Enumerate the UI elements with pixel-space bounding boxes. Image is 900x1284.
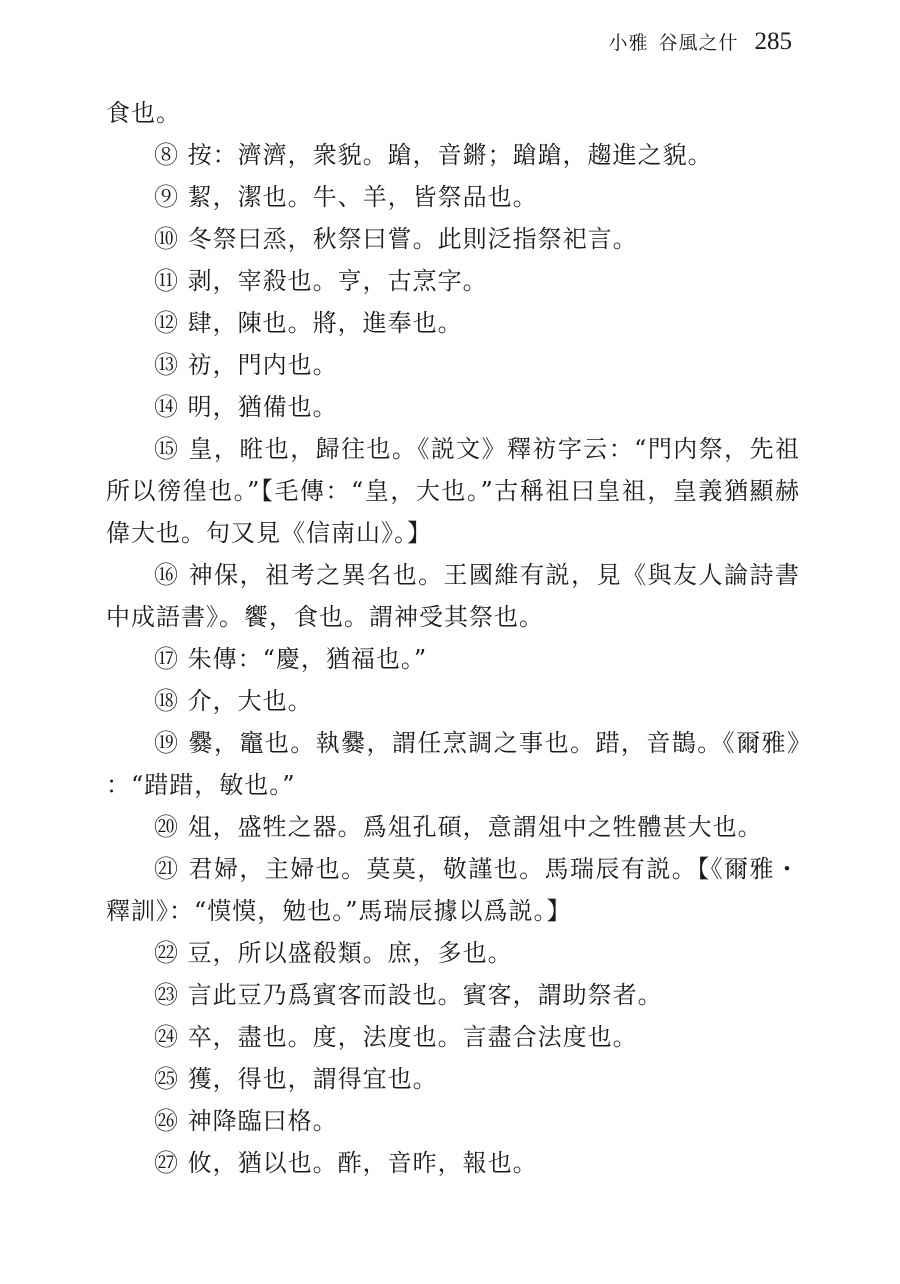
note-24: ㉔ 卒，盡也。度，法度也。言盡合法度也。 xyxy=(154,1023,638,1051)
note-10: ⑩ 冬祭曰烝，秋祭曰嘗。此則泛指祭祀言。 xyxy=(154,225,638,253)
note-20: ⑳ 俎，盛牲之器。爲俎孔碩，意謂俎中之牲體甚大也。 xyxy=(154,813,763,841)
note-26: ㉖ 神降臨曰格。 xyxy=(154,1107,338,1135)
note-14: ⑭ 明，猶備也。 xyxy=(154,393,338,421)
page-number: 285 xyxy=(754,28,792,55)
note-8: ⑧ 按：濟濟，衆貌。蹌，音鏘；蹌蹌，趨進之貌。 xyxy=(154,141,713,169)
note-25: ㉕ 獲，得也，謂得宜也。 xyxy=(154,1065,438,1093)
header-section: 小雅 xyxy=(608,32,649,54)
running-header xyxy=(608,28,792,56)
note-12: ⑫ 肆，陳也。將，進奉也。 xyxy=(154,309,463,337)
note-9: ⑨ 絜，潔也。牛、羊，皆祭品也。 xyxy=(154,183,538,211)
note-21: ㉑ 君婦，主婦也。莫莫，敬謹也。馬瑞辰有説。【《爾雅・釋訓》：“慔慔，勉也。”馬瑞辰據以爲説。】 xyxy=(106,855,800,925)
note-19: ⑲ 爨，竈也。執爨，謂任烹調之事也。踖，音鵲。《爾雅》：“踖踖，敏也。” xyxy=(106,729,800,799)
header-chapter: 谷風之什 xyxy=(658,32,739,54)
note-17: ⑰ 朱傳：“慶，猶福也。” xyxy=(154,645,428,673)
note-11: ⑪ 剥，宰殺也。亨，古烹字。 xyxy=(154,267,488,295)
note-23: ㉓ 言此豆乃爲賓客而設也。賓客，謂助祭者。 xyxy=(154,981,663,1009)
note-continuation: 食也。 xyxy=(106,99,181,127)
annotation-notes xyxy=(106,92,800,1184)
note-16: ⑯ 神保，祖考之異名也。王國維有説，見《與友人論詩書中成語書》。饗，食也。謂神受其祭也。 xyxy=(106,561,800,631)
note-15: ⑮ 皇，暀也，歸往也。《説文》釋祊字云：“門内祭，先祖所以徬徨也。”【毛傳：“皇，大也。”古稱祖曰皇祖，皇義猶顯赫偉大也。句又見《信南山》。】 xyxy=(106,435,800,547)
note-27: ㉗ 攸，猶以也。酢，音昨，報也。 xyxy=(154,1149,538,1177)
note-18: ⑱ 介，大也。 xyxy=(154,687,313,715)
note-22: ㉒ 豆，所以盛殽類。庶，多也。 xyxy=(154,939,513,967)
note-13: ⑬ 祊，門内也。 xyxy=(154,351,338,379)
